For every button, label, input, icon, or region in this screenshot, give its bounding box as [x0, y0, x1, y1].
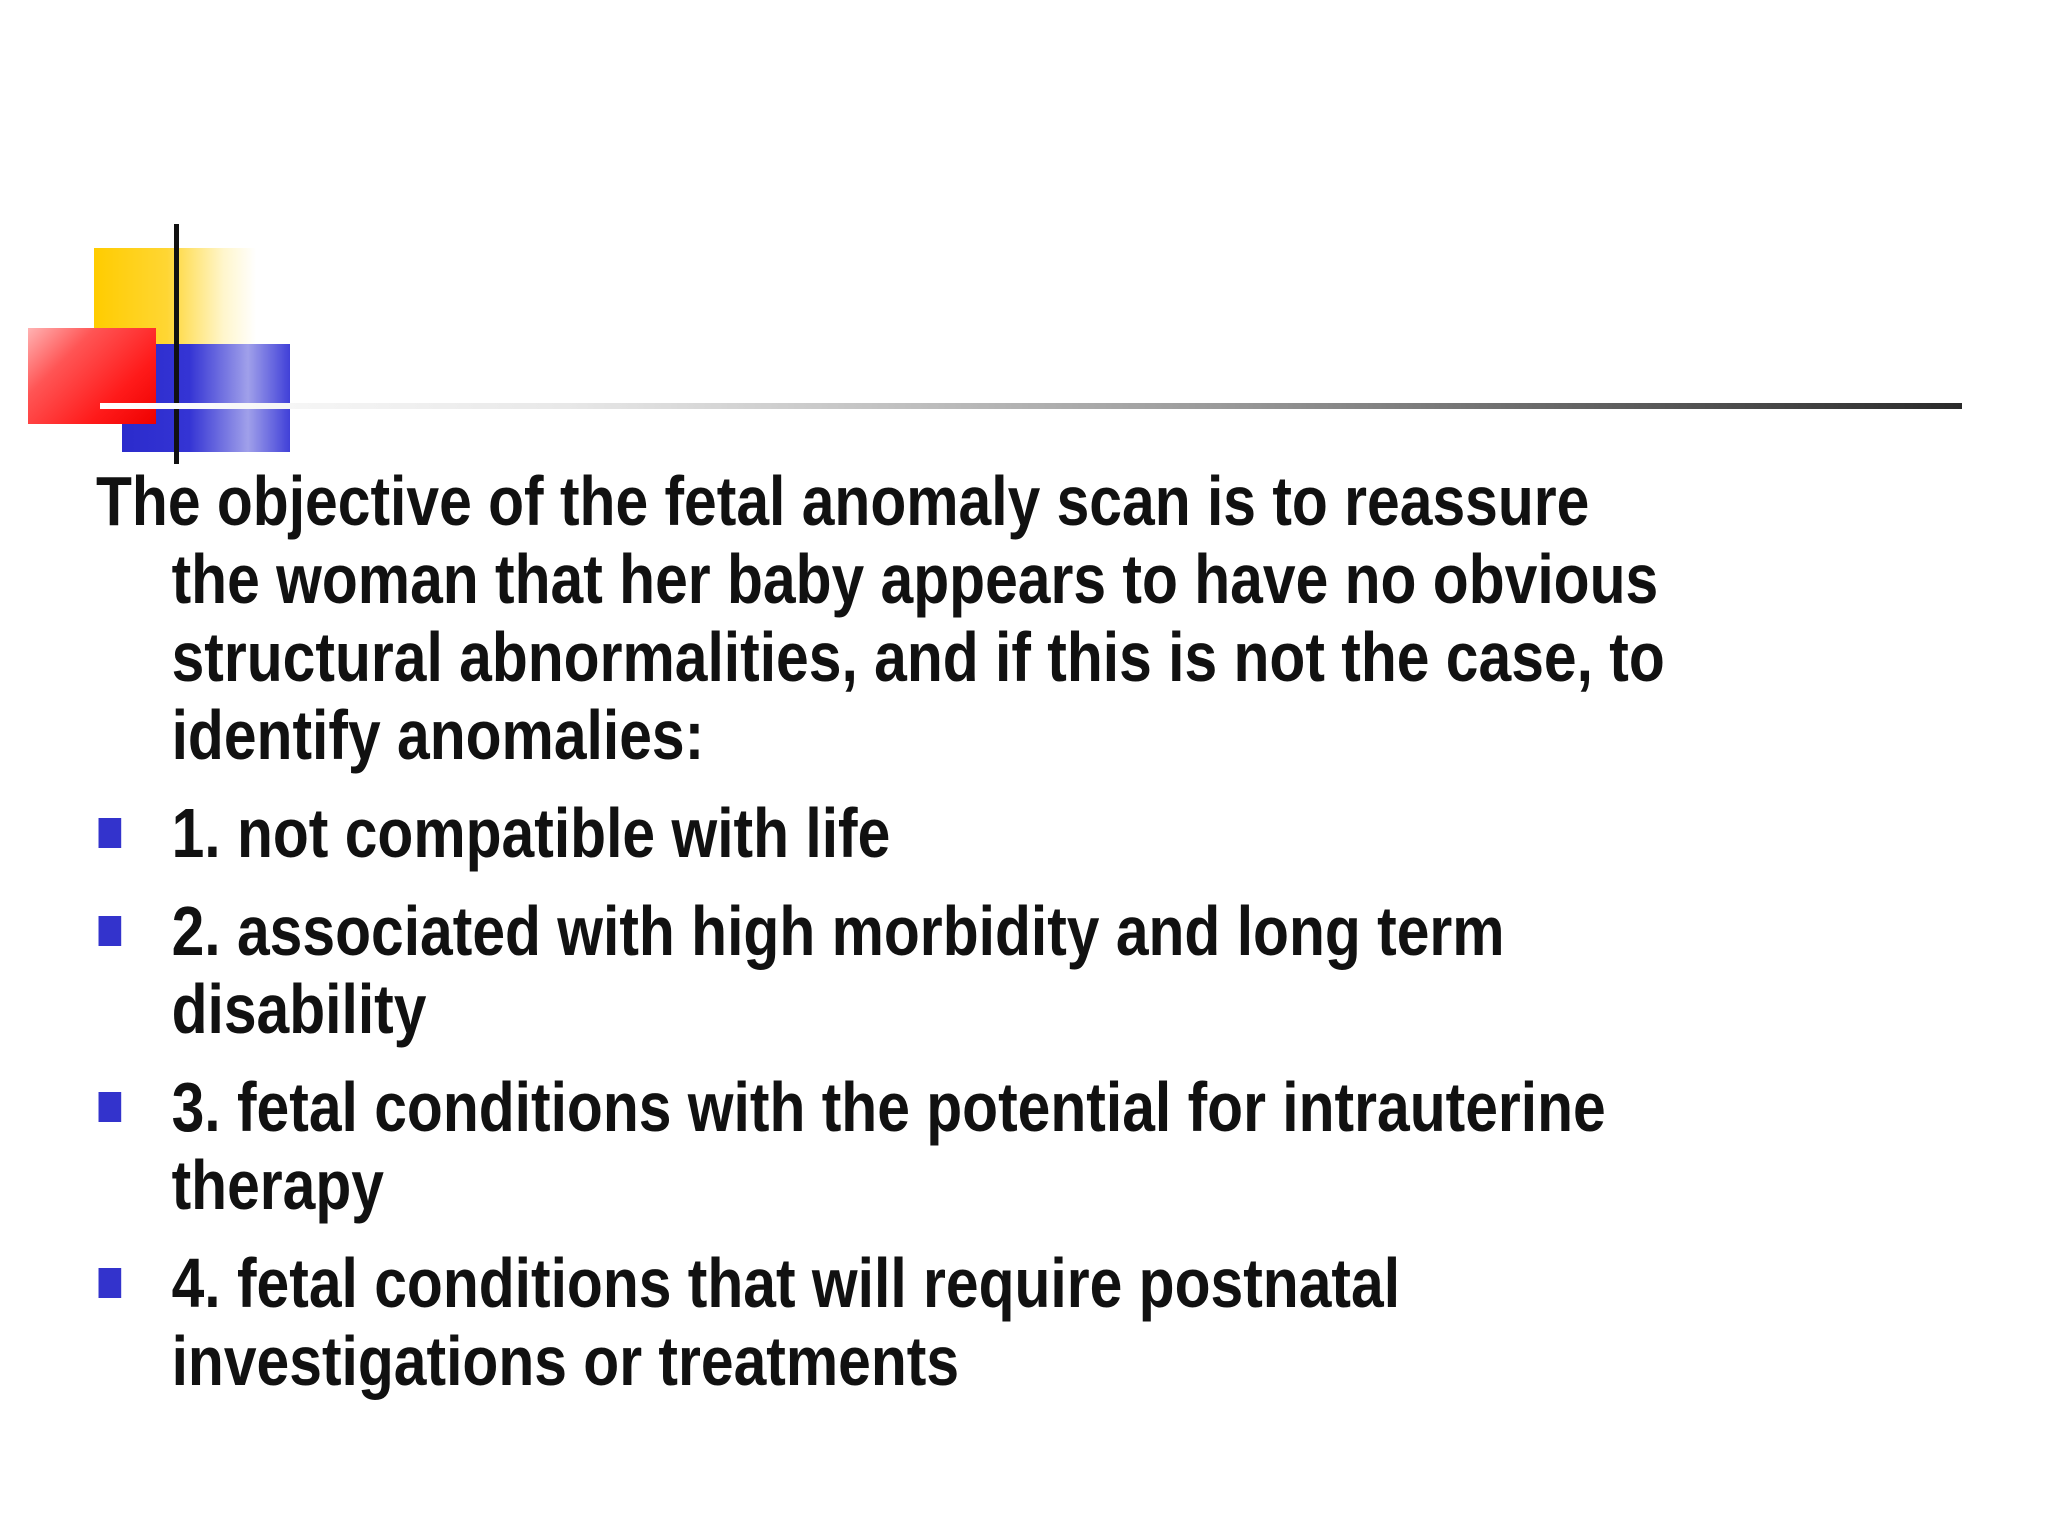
list-item [96, 1244, 1692, 1400]
list-item [96, 1068, 1692, 1224]
square-bullet-icon [99, 1268, 122, 1298]
intro-paragraph: The objective of the fetal anomaly scan is to reassure the woman that her baby appears to have no obvious structural abnormalities, and if this is not the case, to identify anomalies: [96, 462, 1665, 774]
logo-red-square [28, 328, 156, 424]
square-bullet-icon [99, 818, 122, 848]
title-divider-line [100, 403, 1962, 409]
slide-body [96, 462, 1692, 1420]
list-item-text: 4. fetal conditions that will require postnatal investigations or treatments [171, 1244, 1401, 1400]
list-item [96, 892, 1692, 1048]
list-item-text: 1. not compatible with life [171, 794, 891, 872]
list-item [96, 794, 1692, 872]
square-bullet-icon [99, 1092, 122, 1122]
logo-vertical-line [174, 224, 179, 464]
list-item-text: 2. associated with high morbidity and long term disability [171, 892, 1505, 1048]
list-item-text: 3. fetal conditions with the potential for intrauterine therapy [171, 1068, 1606, 1224]
square-bullet-icon [99, 916, 122, 946]
bullet-list [96, 794, 1692, 1400]
